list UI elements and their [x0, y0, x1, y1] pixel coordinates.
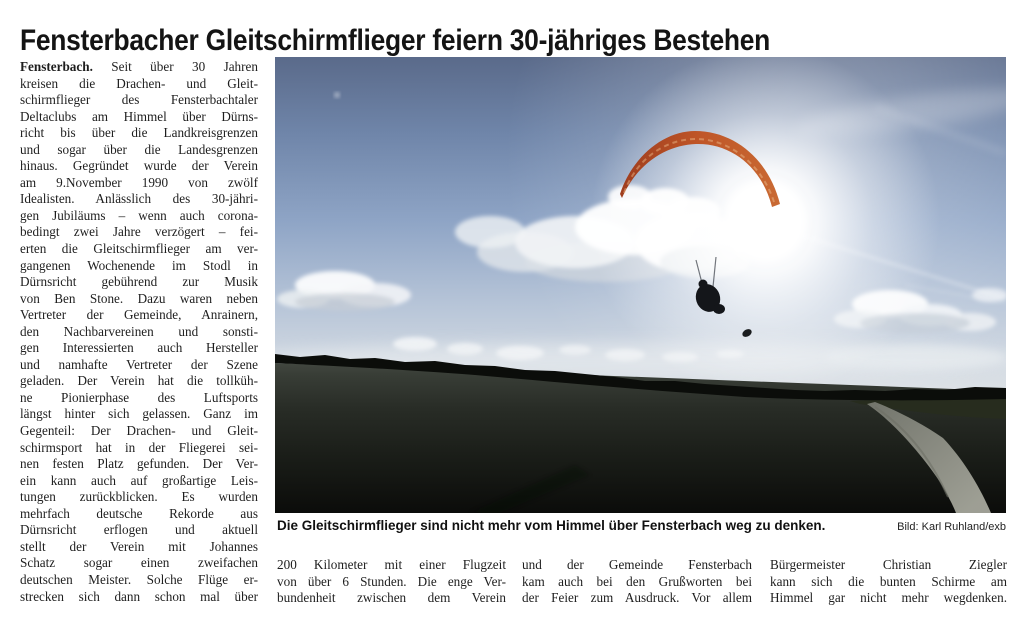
text-line: deutschen Meister. Solche Flüge er- — [20, 571, 258, 587]
text-line: ein kann auch auf großartige Leis- — [20, 472, 258, 488]
lead-rest: Seit über 30 Jahren — [111, 59, 258, 74]
lead-word: Fensterbach. — [20, 59, 93, 74]
text-line: Vertreter der Gemeinde, Anrainern, — [20, 307, 258, 323]
text-line: mehrfach deutsche Rekorde aus — [20, 505, 258, 521]
column-1-lines — [20, 76, 258, 606]
article-column-1 — [20, 59, 258, 605]
text-line: kam auch bei den Grußworten bei — [522, 573, 752, 589]
text-line: nen festen Platz gefunden. Der Ver- — [20, 456, 258, 472]
text-line: richt bis über die Landkreisgrenzen — [20, 125, 258, 141]
article-column-2 — [277, 557, 506, 607]
text-line: Gegenteil: Der Drachen- und Gleit- — [20, 423, 258, 439]
text-line: gen Interessierten auch Hersteller — [20, 340, 258, 356]
text-line: gen Jubiläums – wenn auch corona- — [20, 207, 258, 223]
text-line: schirmsport hat in der Fliegerei sei- — [20, 439, 258, 455]
text-line: am 9.November 1990 von zwölf — [20, 174, 258, 190]
text-line: 200 Kilometer mit einer Flugzeit — [277, 557, 506, 572]
text-line: der Feier zum Ausdruck. Vor allem — [522, 590, 752, 606]
text-line: erten die Gleitschirmflieger am ver- — [20, 241, 258, 257]
text-line — [20, 59, 258, 76]
paraglider-photo-illustration — [275, 57, 1006, 513]
article-column-3 — [522, 557, 752, 607]
caption-bar — [277, 518, 1006, 533]
photo-caption: Die Gleitschirmflieger sind nicht mehr vom Himmel über Fensterbach weg zu denken. — [277, 518, 826, 533]
article-column-4 — [770, 557, 1007, 607]
text-line: Dürnsricht erflogen und aktuell — [20, 522, 258, 538]
text-line: Deltaclubs am Himmel über Dürns- — [20, 108, 258, 124]
article-photo — [275, 57, 1006, 513]
article-headline: Fensterbacher Gleitschirmflieger feiern 30-jähriges Bestehen — [20, 24, 771, 58]
text-line: stellt der Verein mit Johannes — [20, 538, 258, 554]
text-line: und sogar über die Landesgrenzen — [20, 141, 258, 157]
text-line: und namhafte Vertreter der Szene — [20, 356, 258, 372]
photo-credit: Bild: Karl Ruhland/exb — [897, 521, 1006, 533]
text-line: strecken sich dann schon mal über — [20, 588, 258, 604]
text-line: Schatz sogar einen zweifachen — [20, 555, 258, 571]
text-line: Himmel gar nicht mehr wegdenken. — [770, 590, 1007, 606]
text-line: den Nachbarvereinen und sonsti- — [20, 323, 258, 339]
text-line: geladen. Der Verein hat die tollküh- — [20, 373, 258, 389]
text-line: gangenen Wochenende im Stodl in — [20, 257, 258, 273]
text-line: kreisen die Drachen- und Gleit- — [20, 75, 258, 91]
text-line: bedingt zwei Jahre verzögert – fei- — [20, 224, 258, 240]
text-line: bundenheit zwischen dem Verein — [277, 590, 506, 606]
text-line: hinaus. Gegründet wurde der Verein — [20, 158, 258, 174]
text-line: tungen zurückblicken. Es wurden — [20, 489, 258, 505]
text-line: längst hinter sich gelassen. Ganz im — [20, 406, 258, 422]
text-line: schirmflieger des Fensterbachtaler — [20, 92, 258, 108]
text-line: Dürnsricht gebührend zur Musik — [20, 274, 258, 290]
text-line: von Ben Stone. Dazu waren neben — [20, 290, 258, 306]
text-line: und der Gemeinde Fensterbach — [522, 557, 752, 572]
text-line: von über 6 Stunden. Die enge Ver- — [277, 573, 506, 589]
text-line: Idealisten. Anlässlich des 30-jähri- — [20, 191, 258, 207]
text-line: ne Pionierphase des Luftsports — [20, 389, 258, 405]
text-line: kann sich die bunten Schirme am — [770, 573, 1007, 589]
text-line: Bürgermeister Christian Ziegler — [770, 557, 1007, 572]
